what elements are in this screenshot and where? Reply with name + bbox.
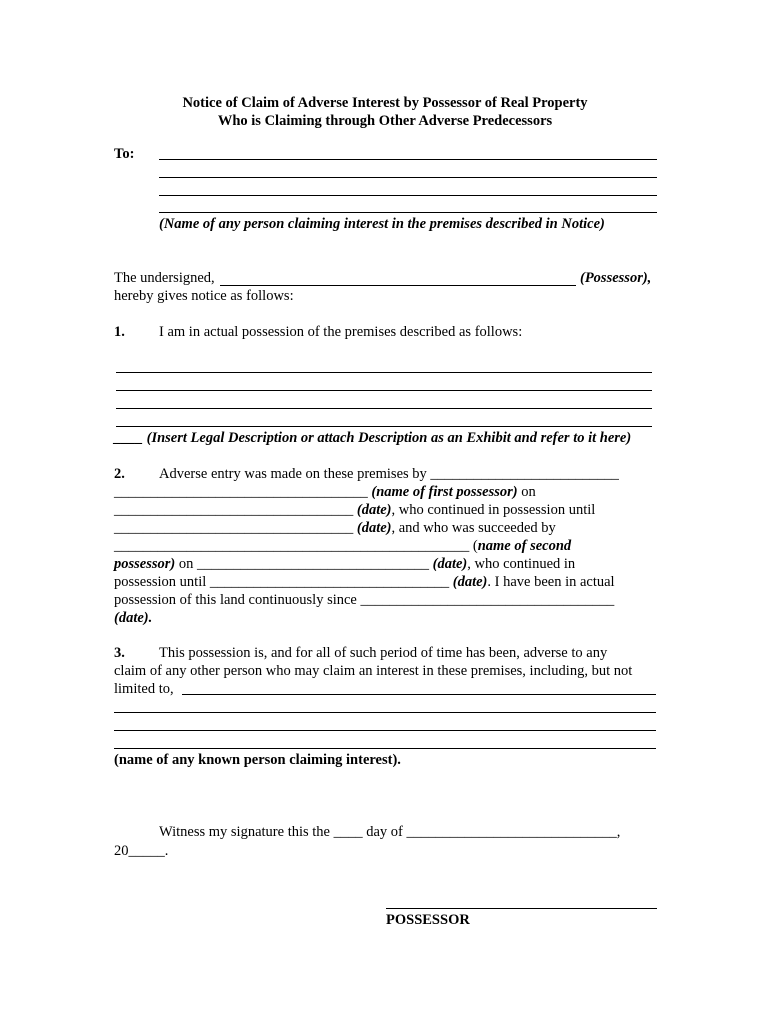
continued-text-2: , who continued in bbox=[467, 556, 576, 572]
date-blank-1: _________________________________ bbox=[114, 502, 354, 518]
date-label-2: (date) bbox=[356, 520, 392, 536]
actual-possession-text: . I have been in actual bbox=[487, 574, 615, 590]
known-person-caption: (name of any known person claiming interest). bbox=[114, 752, 401, 768]
date-label-4: (date) bbox=[452, 574, 488, 590]
section-1-number: 1. bbox=[114, 324, 125, 340]
section-2-line-5 bbox=[114, 538, 571, 555]
on-text: on bbox=[517, 484, 536, 500]
first-possessor-label: (name of first possessor) bbox=[371, 484, 518, 500]
section-2-line-8: possession of this land continuously since ___________________________________ bbox=[114, 592, 615, 608]
date-blank-2: _________________________________ bbox=[114, 520, 354, 536]
insert-blank: ____ bbox=[114, 430, 143, 446]
to-line-3 bbox=[159, 195, 657, 196]
interest-line-3 bbox=[114, 730, 656, 731]
date-blank-3: on ________________________________ bbox=[175, 556, 433, 572]
section-3-number: 3. bbox=[114, 645, 125, 661]
section-3-line-2: claim of any other person who may claim an interest in these premises, including, but not bbox=[114, 663, 633, 679]
title-line-1: Notice of Claim of Adverse Interest by Possessor of Real Property bbox=[182, 95, 588, 111]
interest-line-4 bbox=[114, 748, 656, 749]
insert-description-text: (Insert Legal Description or attach Description as an Exhibit and refer to it here) bbox=[146, 430, 632, 446]
date-label-1: (date) bbox=[356, 502, 392, 518]
intro-prefix: The undersigned, bbox=[114, 270, 215, 286]
section-2-line-7 bbox=[114, 574, 615, 591]
signature-line bbox=[386, 908, 657, 909]
section-1-text: I am in actual possession of the premises described as follows: bbox=[159, 324, 523, 340]
possessor-name-line bbox=[220, 285, 576, 286]
continued-text: , who continued in possession until bbox=[391, 502, 596, 518]
succeeded-text: , and who was succeeded by bbox=[391, 520, 556, 536]
section-2-line-4 bbox=[114, 520, 556, 537]
section-2-line-1: Adverse entry was made on these premises by __________________________ bbox=[159, 466, 619, 482]
possessor-signature-label: POSSESSOR bbox=[386, 912, 470, 928]
section-2-line-2 bbox=[114, 484, 536, 501]
description-line-4 bbox=[116, 426, 652, 427]
to-line-2 bbox=[159, 177, 657, 178]
intro-line-2: hereby gives notice as follows: bbox=[114, 288, 294, 304]
section-3-line-1: This possession is, and for all of such period of time has been, adverse to any bbox=[159, 645, 608, 661]
date-label-3: (date) bbox=[432, 556, 468, 572]
to-line-4 bbox=[159, 212, 657, 213]
description-line-2 bbox=[116, 390, 652, 391]
interest-line-2 bbox=[114, 712, 656, 713]
witness-line-1: Witness my signature this the ____ day of _____________________________, bbox=[159, 824, 621, 840]
possession-until-text: possession until _________________________________ bbox=[114, 574, 453, 590]
description-line-3 bbox=[116, 408, 652, 409]
description-line-1 bbox=[116, 372, 652, 373]
title-line-2: Who is Claiming through Other Adverse Predecessors bbox=[217, 113, 553, 129]
second-possessor-blank: _________________________________________________ ( bbox=[114, 538, 478, 554]
to-line-1 bbox=[159, 159, 657, 160]
section-2-number: 2. bbox=[114, 466, 125, 482]
to-label: To: bbox=[114, 146, 135, 162]
second-possessor-label: name of second bbox=[477, 538, 572, 554]
second-possessor-label-end: possessor) bbox=[114, 556, 176, 572]
interest-line-1 bbox=[182, 694, 656, 695]
insert-description-note bbox=[114, 430, 631, 447]
section-2-line-9: (date). bbox=[114, 610, 153, 626]
possessor-label: (Possessor), bbox=[580, 270, 652, 286]
name-caption: (Name of any person claiming interest in the premises described in Notice) bbox=[159, 216, 605, 232]
section-3-line-3: limited to, bbox=[114, 681, 174, 697]
section-2-line-3 bbox=[114, 502, 595, 519]
witness-line-2: 20_____. bbox=[114, 843, 169, 859]
first-possessor-blank: ___________________________________ bbox=[114, 484, 368, 500]
section-2-line-6 bbox=[114, 556, 575, 573]
